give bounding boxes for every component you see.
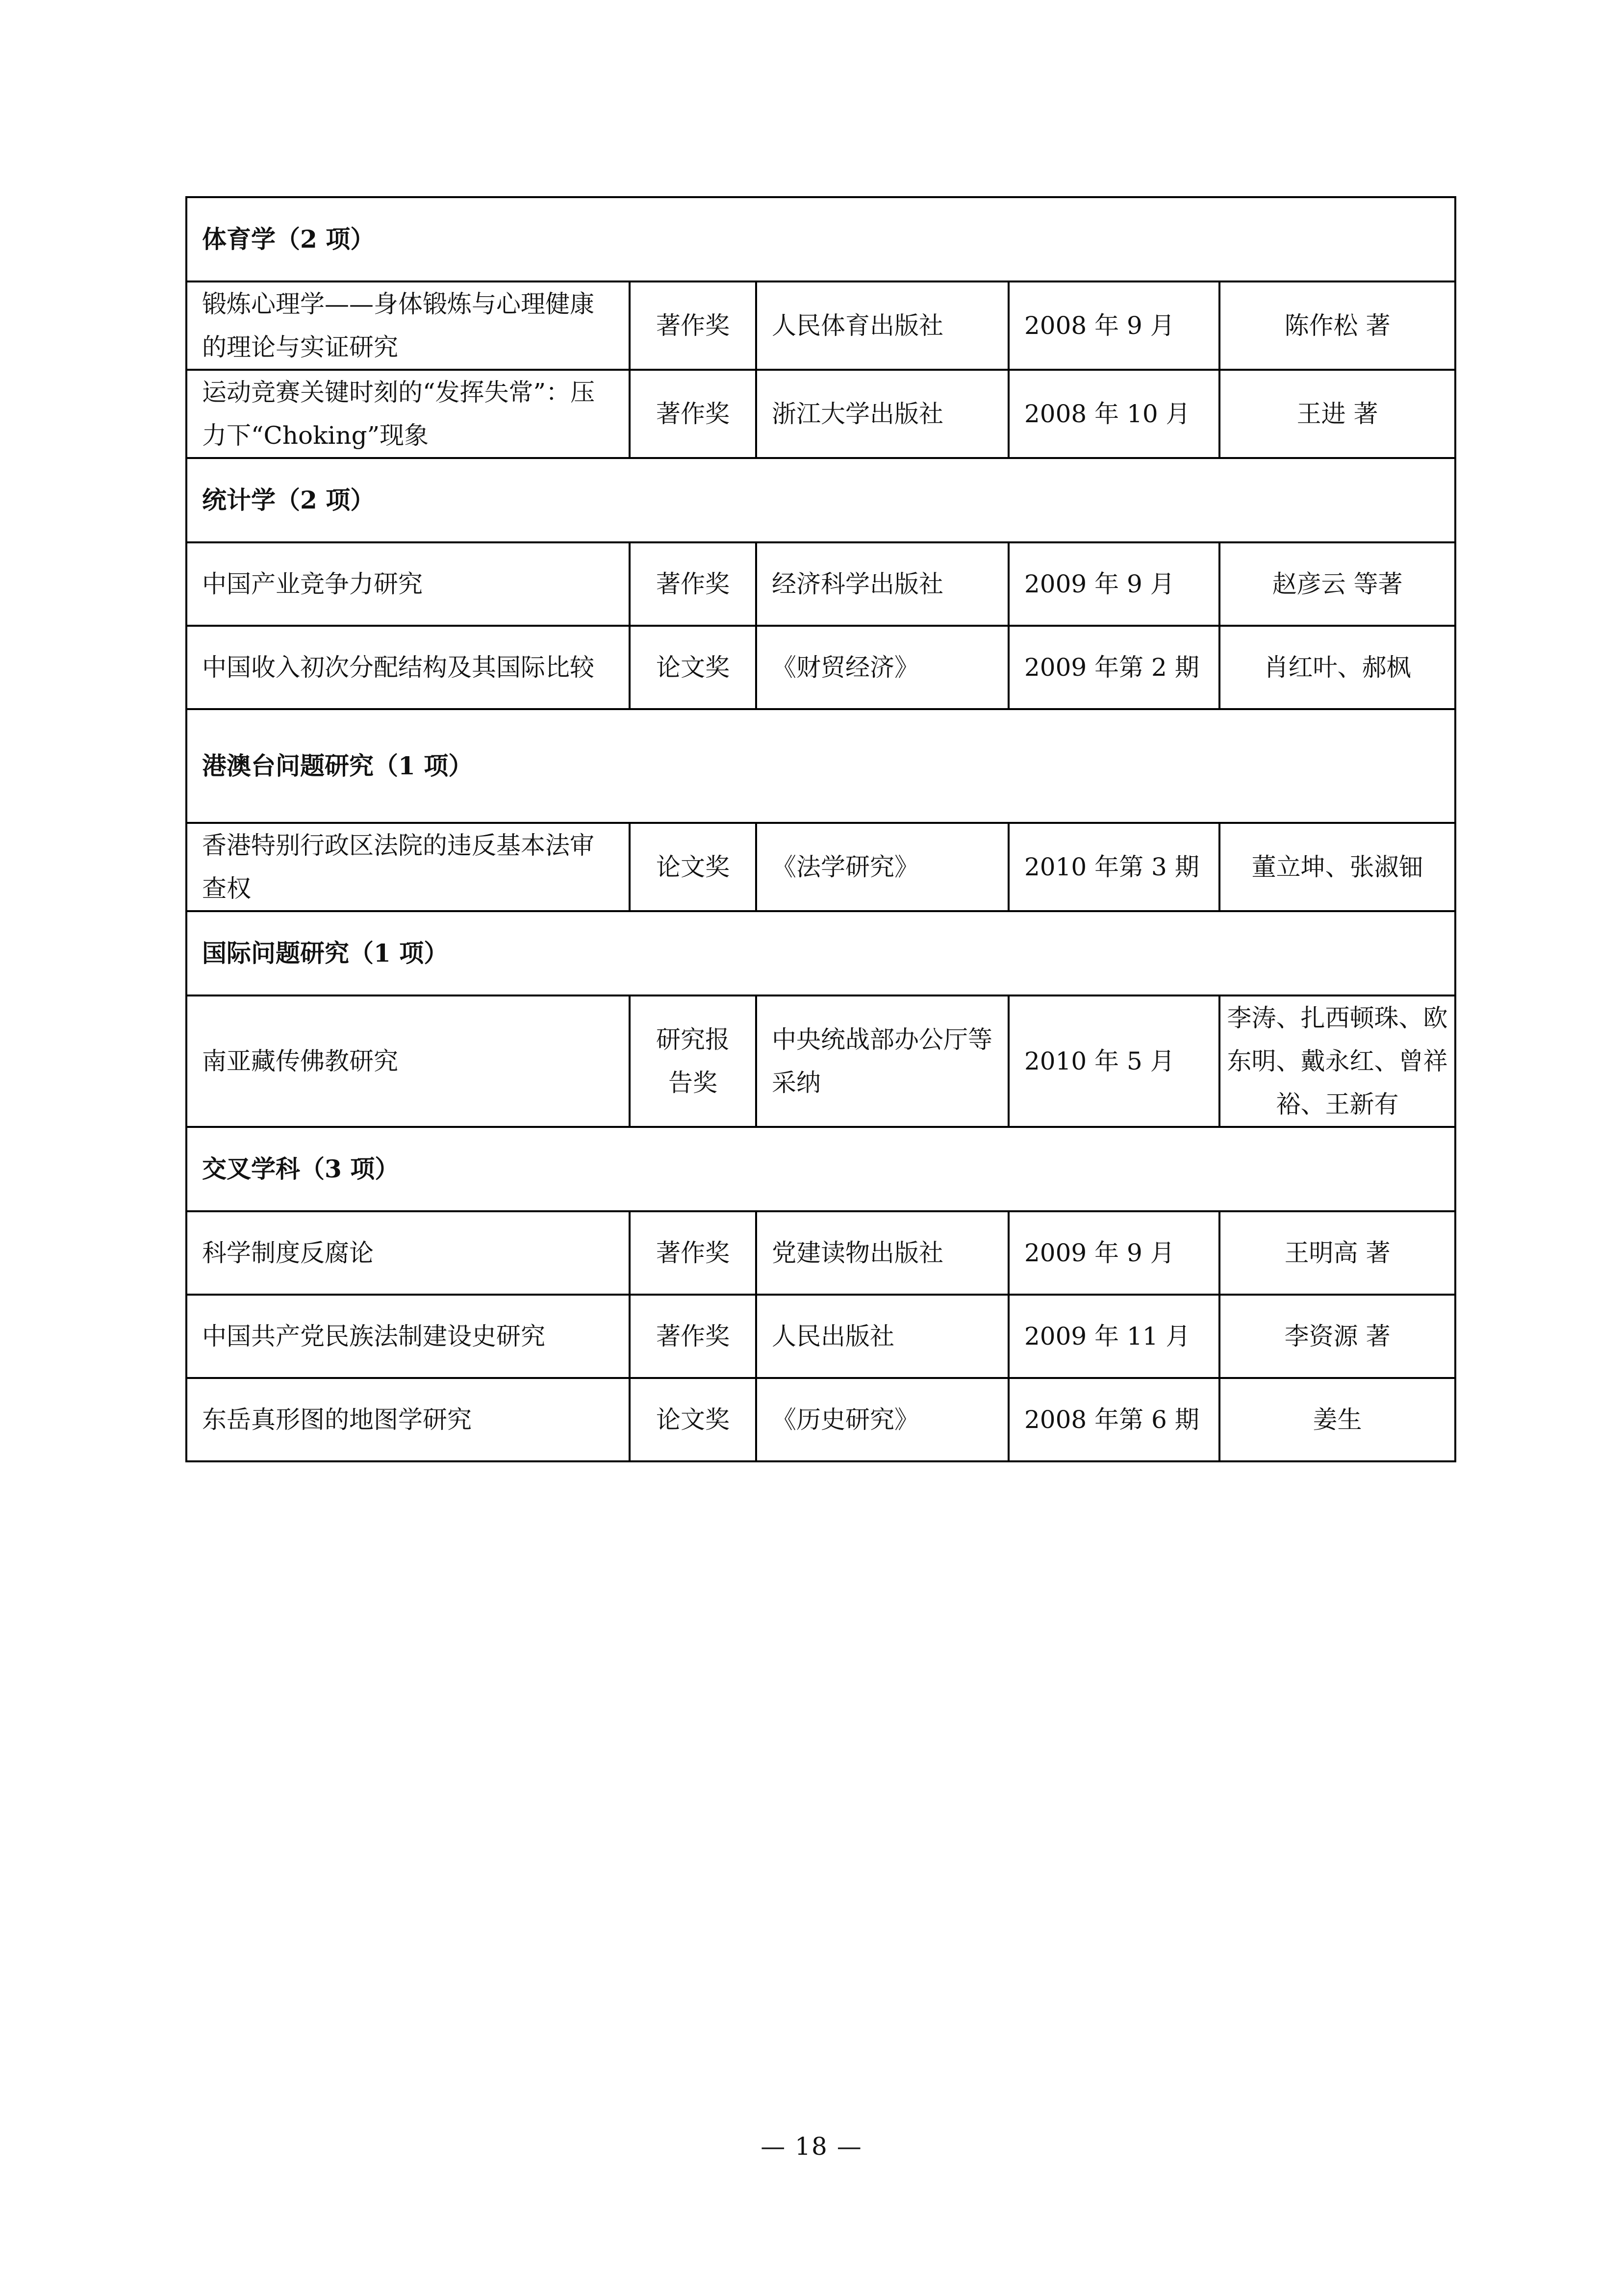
- section-header-row: [186, 458, 1455, 542]
- author: 李涛、扎西顿珠、欧东明、戴永红、曾祥裕、王新有: [1219, 995, 1455, 1127]
- table-row: [186, 995, 1455, 1127]
- section-header-row: [186, 197, 1455, 281]
- award-type: 论文奖: [630, 1378, 756, 1461]
- publish-date: 2009 年 11 月: [1009, 1295, 1219, 1378]
- publisher: 浙江大学出版社: [756, 370, 1009, 458]
- table-row: [186, 1211, 1455, 1295]
- section-header-row: [186, 1127, 1455, 1211]
- award-type: 著作奖: [630, 281, 756, 370]
- section-title: 体育学（2 项）: [186, 197, 1455, 281]
- work-title: 锻炼心理学——身体锻炼与心理健康的理论与实证研究: [186, 281, 630, 370]
- award-type: 论文奖: [630, 626, 756, 709]
- section-title: 港澳台问题研究（1 项）: [186, 709, 1455, 823]
- table-row: [186, 542, 1455, 626]
- author: 王进 著: [1219, 370, 1455, 458]
- work-title: 运动竞赛关键时刻的“发挥失常”：压力下“Choking”现象: [186, 370, 630, 458]
- work-title: 香港特别行政区法院的违反基本法审查权: [186, 823, 630, 911]
- award-type: 著作奖: [630, 542, 756, 626]
- work-title: 中国共产党民族法制建设史研究: [186, 1295, 630, 1378]
- work-title: 科学制度反腐论: [186, 1211, 630, 1295]
- author: 王明高 著: [1219, 1211, 1455, 1295]
- publisher: 人民出版社: [756, 1295, 1009, 1378]
- section-header-row: [186, 709, 1455, 823]
- award-type: 著作奖: [630, 1295, 756, 1378]
- page-number: — 18 —: [761, 2132, 862, 2161]
- author: 肖红叶、郝枫: [1219, 626, 1455, 709]
- award-type: 著作奖: [630, 370, 756, 458]
- publisher: 人民体育出版社: [756, 281, 1009, 370]
- author: 陈作松 著: [1219, 281, 1455, 370]
- award-type: 研究报告奖: [630, 995, 756, 1127]
- publisher: 《法学研究》: [756, 823, 1009, 911]
- table-row: [186, 1378, 1455, 1461]
- publisher: 《历史研究》: [756, 1378, 1009, 1461]
- work-title: 东岳真形图的地图学研究: [186, 1378, 630, 1461]
- work-title: 中国产业竞争力研究: [186, 542, 630, 626]
- award-table: [185, 196, 1456, 1462]
- publish-date: 2008 年 9 月: [1009, 281, 1219, 370]
- publisher: 经济科学出版社: [756, 542, 1009, 626]
- award-type: 论文奖: [630, 823, 756, 911]
- author: 董立坤、张淑钿: [1219, 823, 1455, 911]
- table-row: [186, 626, 1455, 709]
- publish-date: 2010 年第 3 期: [1009, 823, 1219, 911]
- publish-date: 2009 年第 2 期: [1009, 626, 1219, 709]
- publisher: 《财贸经济》: [756, 626, 1009, 709]
- publish-date: 2009 年 9 月: [1009, 542, 1219, 626]
- work-title: 南亚藏传佛教研究: [186, 995, 630, 1127]
- section-title: 统计学（2 项）: [186, 458, 1455, 542]
- author: 姜生: [1219, 1378, 1455, 1461]
- publish-date: 2008 年 10 月: [1009, 370, 1219, 458]
- table-row: [186, 370, 1455, 458]
- work-title: 中国收入初次分配结构及其国际比较: [186, 626, 630, 709]
- publisher: 中央统战部办公厅等采纳: [756, 995, 1009, 1127]
- section-title: 国际问题研究（1 项）: [186, 911, 1455, 995]
- section-header-row: [186, 911, 1455, 995]
- publish-date: 2010 年 5 月: [1009, 995, 1219, 1127]
- table-row: [186, 281, 1455, 370]
- publish-date: 2009 年 9 月: [1009, 1211, 1219, 1295]
- table-row: [186, 1295, 1455, 1378]
- author: 赵彦云 等著: [1219, 542, 1455, 626]
- table-row: [186, 823, 1455, 911]
- publish-date: 2008 年第 6 期: [1009, 1378, 1219, 1461]
- award-type: 著作奖: [630, 1211, 756, 1295]
- section-title: 交叉学科（3 项）: [186, 1127, 1455, 1211]
- publisher: 党建读物出版社: [756, 1211, 1009, 1295]
- author: 李资源 著: [1219, 1295, 1455, 1378]
